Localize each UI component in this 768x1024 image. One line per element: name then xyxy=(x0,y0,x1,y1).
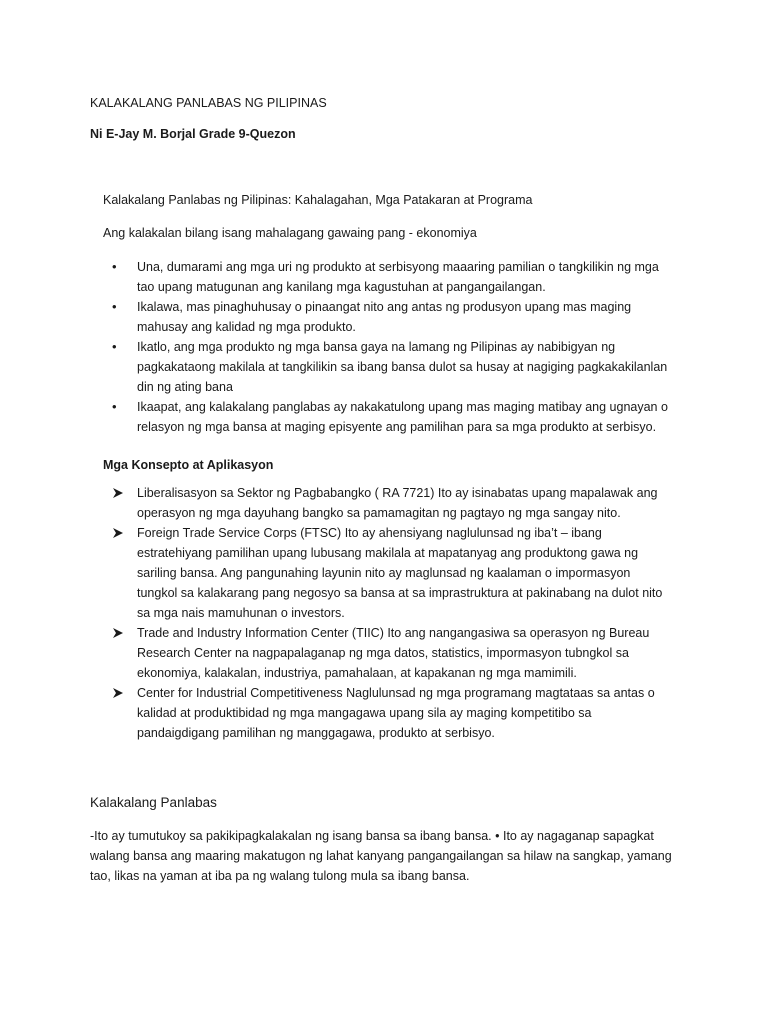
list-item xyxy=(112,397,672,437)
bullet-list xyxy=(112,257,672,437)
list-item-text: Ikaapat, ang kalakalang panglabas ay nakakatulong upang mas maging matibay ang ugnayan o relasyon ng mga bansa at maging episyente ang pamilihan para sa mga produkto at serbisyo. xyxy=(137,400,668,434)
list-item-text: Foreign Trade Service Corps (FTSC) Ito ay ahensiyang naglulunsad ng iba’t – ibang estratehiyang pamilihan upang lubusang makilala at mapatanyag ang produktong gawa ng sariling bansa. Ang pangunahing layunin nito ay maglunsad ng kaalaman o impormasyon tungkol sa kalakarang pang negosyo sa bansa at sa imprastruktura at pakinabang na dulot nito sa mga nais mamuhunan o investors. xyxy=(137,526,663,620)
intro-text: Ang kalakalan bilang isang mahalagang gawaing pang - ekonomiya xyxy=(103,226,477,240)
author-line: Ni E-Jay M. Borjal Grade 9-Quezon xyxy=(90,127,296,141)
arrowhead-icon xyxy=(112,628,124,638)
list-item-text: Trade and Industry Information Center (TIIC) Ito ang nangangasiwa sa operasyon ng Bureau Research Center na nagpapalaganap ng mga datos, statistics, impormasyon tubngkol sa ekonomiya, kalakalan, industriya, pamahalaan, at kapakanan ng mga mamimili. xyxy=(137,626,650,680)
concepts-heading: Mga Konsepto at Aplikasyon xyxy=(103,458,274,472)
arrowhead-icon xyxy=(112,528,124,538)
list-item xyxy=(112,483,672,523)
list-item xyxy=(112,337,672,397)
list-item-text: Ikatlo, ang mga produkto ng mga bansa gaya na lamang ng Pilipinas ay nabibigyan ng pagkakataong makilala at tangkilikin sa ibang bansa dulot sa husay at nagiging pagkakakilanlan din ng ating bana xyxy=(137,340,668,394)
concepts-list xyxy=(112,483,672,743)
bullet-icon: • xyxy=(112,339,117,354)
list-item xyxy=(112,523,672,623)
list-item xyxy=(112,257,672,297)
list-item xyxy=(112,683,672,743)
arrowhead-icon xyxy=(112,488,124,498)
document-title: KALAKALANG PANLABAS NG PILIPINAS xyxy=(90,96,327,110)
list-item-text: Center for Industrial Competitiveness Naglulunsad ng mga programang magtataas sa antas o kalidad at produktibidad ng mga mangagawa upang sila ay maging kompetitibo sa pandaigdigang pamilihan ng manggagawa, produkto at serbisyo. xyxy=(137,686,655,740)
bullet-icon: • xyxy=(112,299,117,314)
section-heading: Kalakalang Panlabas ng Pilipinas: Kahalagahan, Mga Patakaran at Programa xyxy=(103,193,533,207)
list-item xyxy=(112,623,672,683)
arrowhead-icon xyxy=(112,688,124,698)
bullet-icon: • xyxy=(112,259,117,274)
list-item-text: Ikalawa, mas pinaghuhusay o pinaangat nito ang antas ng produsyon upang mas maging mahusay ang kalidad ng mga produkto. xyxy=(137,300,632,334)
bullet-icon: • xyxy=(112,399,117,414)
subheading: Kalakalang Panlabas xyxy=(90,795,217,810)
list-item-text: Liberalisasyon sa Sektor ng Pagbabangko ( RA 7721) Ito ay isinabatas upang mapalawak ang operasyon ng mga dayuhang bangko sa pamamagitan ng pagtayo ng mga sangay nito. xyxy=(137,486,658,520)
list-item xyxy=(112,297,672,337)
closing-paragraph: -Ito ay tumutukoy sa pakikipagkalakalan ng isang bansa sa ibang bansa. • Ito ay nagaganap sapagkat walang bansa ang maaring makatugon ng lahat kanyang pangangailangan sa hilaw na sangkap, yamang tao, likas na yaman at iba pa ng walang tulong mula sa ibang bansa. xyxy=(90,829,672,883)
list-item-text: Una, dumarami ang mga uri ng produkto at serbisyong maaaring pamilian o tangkilikin ng mga tao upang matugunan ang kanilang mga kagustuhan at pangangailangan. xyxy=(137,260,659,294)
